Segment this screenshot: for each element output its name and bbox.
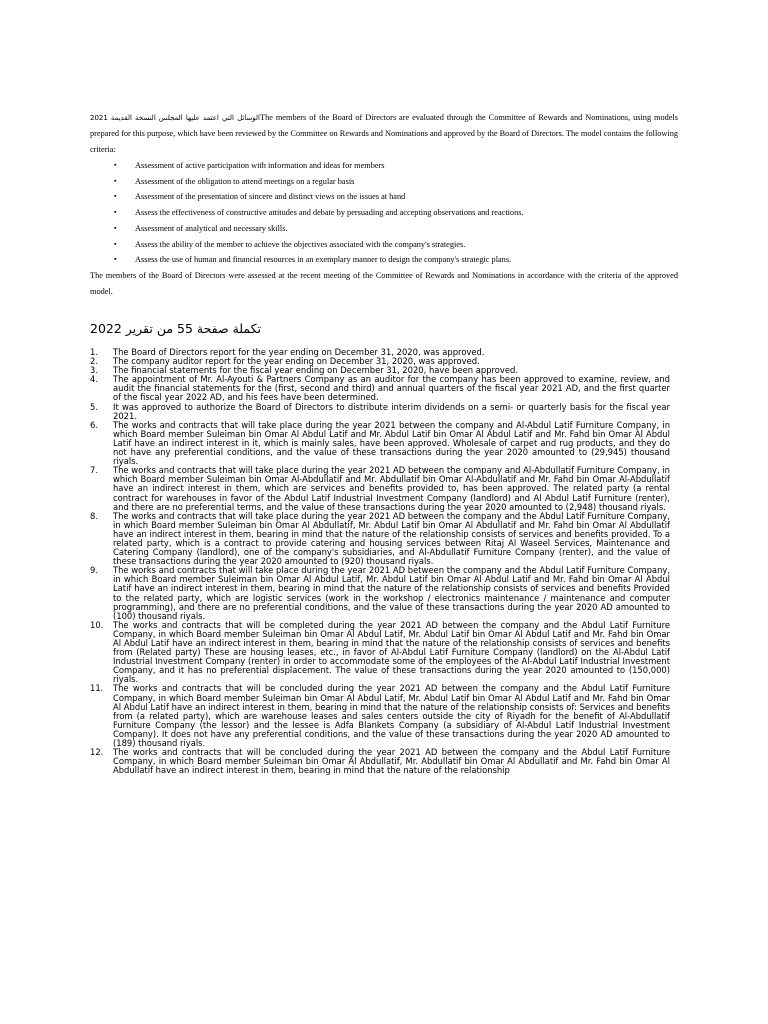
list-item (90, 421, 670, 466)
item-text: The works and contracts that will take place during the year 2021 AD between the company and the Abdul Latif Furniture Company, in which Board member Suleiman bin Omar Al Abdul Latif, Mr. Abdul Latif bin Omar Al Abdul Latif and Mr. Fahd bin Omar Al Abdul Latif have an indirect interest in them, bearing in mind that the nature of the relationship consists of services and benefits Provided to the related party, which are logistic services (work in the workshop / electronics maintenance / maintenance and computer programming), and there are no preferential conditions, and the value of these transactions during the year 2020 AD amounted to (100) thousand riyals. (113, 565, 670, 621)
resolutions-list (90, 348, 670, 775)
criteria-item (90, 252, 678, 268)
list-item (90, 466, 670, 511)
item-text: The works and contracts that will be concluded during the year 2021 AD between the company and the Abdul Latif Furniture Company, in which Board member Suleiman bin Omar Al Abdul Latif, Mr. Abdul Latif bin Omar Al Abdul Latif and Mr. Fahd bin Omar Al Abdul Latif have an indirect interest in them, bearing in mind that the nature of the relationship consists of: Services and benefits from (a related party), which are warehouse leases and sales centers outside the city of Riyadh for the benefit of Al-Abdullatif Furniture Company (the lessor) and the lessee is Adfa Blankets Company (a subsidiary of Al-Abdul Latif Industrial Investment Company). It does not have any preferential conditions, and the value of these transactions during the year 2020 AD amounted to (189) thousand riyals. (113, 683, 670, 749)
intro-text: The members of the Board of Directors are evaluated through the Committee of Rewards and Nominations, using models prepared for this purpose, which have been reviewed by the Committee on Rewards and Nominations and approved by the Board of Directors. The model contains the following criteria: (90, 113, 679, 154)
bullet-icon: ▪ (114, 255, 117, 264)
item-number: 5. (90, 401, 98, 412)
bullet-icon: ▪ (114, 239, 117, 248)
item-text: The company auditor report for the year ending on December 31, 2020, was approved. (113, 356, 480, 367)
criteria-item (90, 174, 678, 190)
criteria-item (90, 221, 678, 237)
intro-paragraph (90, 110, 678, 158)
item-text: The financial statements for the fiscal year ending on December 31, 2020, have been approved. (113, 365, 518, 376)
closing-paragraph: The members of the Board of Directors were assessed at the recent meeting of the Committee of Rewards and Nominations in accordance with the criteria of the approved model. (90, 270, 678, 296)
item-number: 1. (90, 347, 98, 357)
item-number: 7. (90, 465, 98, 476)
criteria-text: Assessment of analytical and necessary skills. (135, 223, 288, 233)
criteria-text: Assess the effectiveness of constructive attitudes and debate by persuading and accepting observations and reactions. (135, 208, 524, 218)
item-number: 12. (90, 747, 104, 758)
list-item (90, 512, 670, 567)
item-number: 4. (90, 374, 98, 385)
item-text: The works and contracts that will take place during the year 2021 between the company and Al-Abdul Latif Furniture Company, in which Board member Suleiman bin Omar Al Abdul Latif and Mr. Abdul Latif bin Omar Al Abdul Latif and Mr. Fahd bin Omar Al Abdul Latif have an indirect interest in it, which is mainly sales, have been approved. Wholesale of carpet and rug products, and they do not have any preferential conditions, and the value of these transactions during the year 2020 amounted to (29,945) thousand riyals. (113, 419, 670, 467)
list-item (90, 403, 670, 421)
list-item (90, 684, 670, 748)
item-text: The works and contracts that will take place during the year 2021 AD between the company and Al-Abdullatif Furniture Company, in which Board member Suleiman bin Omar Al-Abdullatif and Mr. Abdullatif bin Omar Al-Abdullatif and Mr. Fahd bin Omar Al-Abdullatif have an indirect interest in them, which are services and benefits provided to, has been approved. The related party (a rental contract for warehouses in favor of the Abdul Latif Industrial Investment Company (landlord) and Al Abdul Latif Furniture (renter), and there are no preferential terms, and the value of these transactions during the year 2020 amounted to (2,948) thousand riyals. (113, 465, 670, 512)
bullet-icon: ▪ (114, 223, 117, 232)
criteria-text: Assessment of the obligation to attend meetings on a regular basis (135, 176, 355, 186)
criteria-list (90, 158, 678, 268)
item-number: 9. (90, 565, 98, 576)
bullet-icon: ▪ (114, 192, 117, 201)
item-number: 8. (90, 510, 98, 521)
criteria-text: Assess the use of human and financial resources in an exemplary manner to design the company's strategic plans. (135, 255, 512, 265)
bullet-icon: ▪ (114, 176, 117, 185)
item-text: It was approved to authorize the Board of Directors to distribute interim dividends on a semi- or quarterly basis for the fiscal year 2021. (113, 401, 670, 421)
criteria-text: Assessment of the presentation of sincere and distinct views on the issues at hand (135, 192, 406, 202)
list-item (90, 375, 670, 402)
item-text: The works and contracts that will be completed during the year 2021 AD between the company and the Abdul Latif Furniture Company, in which Board member Suleiman bin Omar Al Abdul Latif, Mr. Abdul Latif bin Omar Al Abdul Latif and Mr. Fahd bin Omar Al Abdul Latif have an indirect interest in them, bearing in mind that the nature of the relationship consists of services and benefits from (Related party) These are housing leases, etc., in favor of Al-Abdul Latif Furniture Company (landlord) on the Al-Abdul Latif Industrial Investment Company (renter) in order to accommodate some of the employees of the Al-Abdul Latif Industrial Investment Company, and it has no preferential displacement. The value of these transactions during the year 2020 amounted to (150,000) riyals. (113, 619, 670, 685)
criteria-text: Assessment of active participation with information and ideas for members (135, 161, 385, 170)
item-text: The works and contracts that will be concluded during the year 2021 AD between the company and the Abdul Latif Furniture Company, in which Board member Suleiman bin Omar Al Abdullatif, Mr. Abdullatif bin Omar Al Abdullatif and Mr. Fahd bin Omar Al Abdullatif have an indirect interest in them, bearing in mind that the nature of the relationship (113, 747, 670, 776)
item-text: The Board of Directors report for the year ending on December 31, 2020, was approved. (113, 347, 485, 357)
list-item (90, 621, 670, 685)
list-item (90, 748, 670, 775)
arabic-prefix: 2021 الوسائل التي اعتمد عليها المجلس النسخة القديمة (90, 114, 261, 122)
board-evaluation-section (90, 110, 678, 300)
item-text: The works and contracts that will take place during the year 2021 AD between the company and the Abdul Latif Furniture Company, in which Board member Suleiman bin Omar Al Abdullatif, Mr. Abdul Latif bin Omar Al Abdullatif and Mr. Fahd bin Omar Al Abdullatif have an indirect interest in them, bearing in mind that the nature of the relationship consists of services and benefits provided. To a related party, which is a contract to provide catering and housing services between Ritaj Al Waseel Services, Maintenance and Catering Company (landlord), one of the company's subsidiaries, and Al-Abdullatif Furniture Company (renter), and the value of these transactions during the year 2020 amounted to (920) thousand riyals. (113, 510, 670, 567)
item-number: 11. (90, 683, 104, 694)
list-item (90, 566, 670, 621)
bullet-icon: ▪ (114, 208, 117, 217)
item-number: 3. (90, 365, 98, 376)
arabic-heading: تكملة صفحة 55 من تقرير 2022 (90, 321, 262, 336)
item-number: 2. (90, 356, 98, 367)
criteria-item (90, 189, 678, 205)
item-text: The appointment of Mr. Al-Ayouti & Partners Company as an auditor for the company has been approved to examine, review, and audit the financial statements for the (first, second and third) and annual quarters of the fiscal year 2021 AD, and the first quarter of the fiscal year 2022 AD, and his fees have been determined. (113, 374, 670, 403)
criteria-item (90, 205, 678, 221)
criteria-item (90, 158, 678, 174)
item-number: 10. (90, 619, 104, 630)
item-number: 6. (90, 419, 98, 430)
criteria-text: Assess the ability of the member to achieve the objectives associated with the company's strategies. (135, 239, 466, 249)
criteria-item (90, 237, 678, 253)
bullet-icon: ▪ (114, 161, 117, 169)
